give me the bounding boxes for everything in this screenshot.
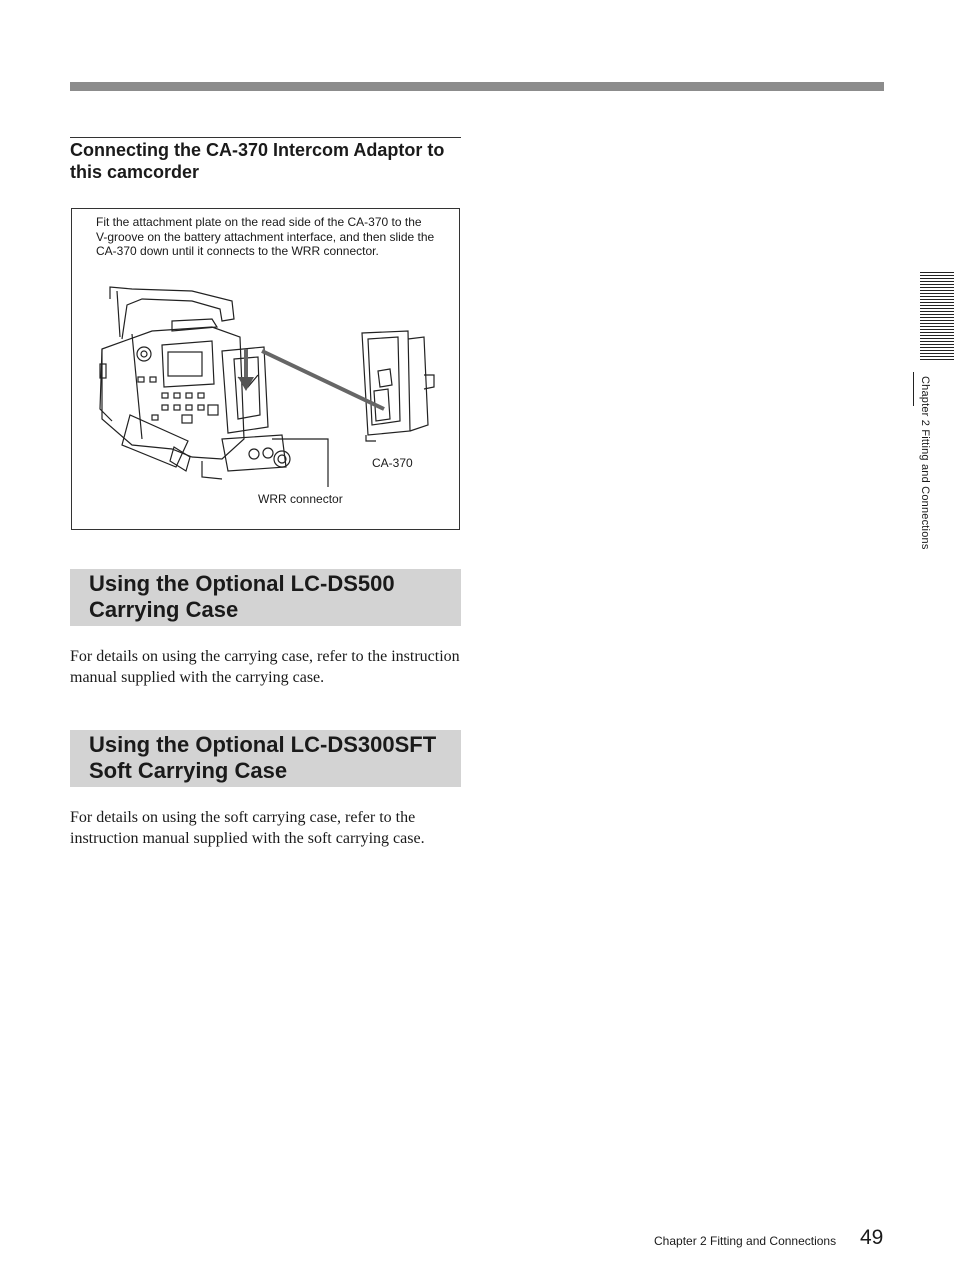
footer-chapter-title: Chapter 2 Fitting and Connections [654,1234,837,1248]
wrr-connector-label: WRR connector [258,492,343,506]
page-number: 49 [860,1226,884,1249]
subsection-heading: Connecting the CA-370 Intercom Adaptor to this camcorder [70,140,445,182]
section-heading: Using the Optional LC-DS300SFT Soft Carrying Case [89,732,437,783]
camcorder-illustration [72,209,461,531]
section-body-text: For details on using the soft carrying case, refer to the instruction manual supplied with the soft carrying case. [70,809,425,847]
top-rule-bar [70,82,884,91]
side-tab-chapter-label: Chapter 2 Fitting and Connections [919,376,931,550]
section-heading-band [70,569,461,626]
subheading-rule [70,137,461,138]
section-body-text: For details on using the carrying case, refer to the instruction manual supplied with the carrying case. [70,648,460,686]
figure-caption: Fit the attachment plate on the read side of the CA-370 to the V-groove on the battery attachment interface, and then slide the CA-370 down until it connects to the WRR connector. [96,215,435,258]
section-heading-band [70,730,461,787]
section-heading: Using the Optional LC-DS500 Carrying Case [89,571,395,622]
side-tab-divider [913,372,914,406]
side-tab-lines [920,272,954,364]
figure-box [71,208,460,530]
ca370-label: CA-370 [372,456,413,470]
